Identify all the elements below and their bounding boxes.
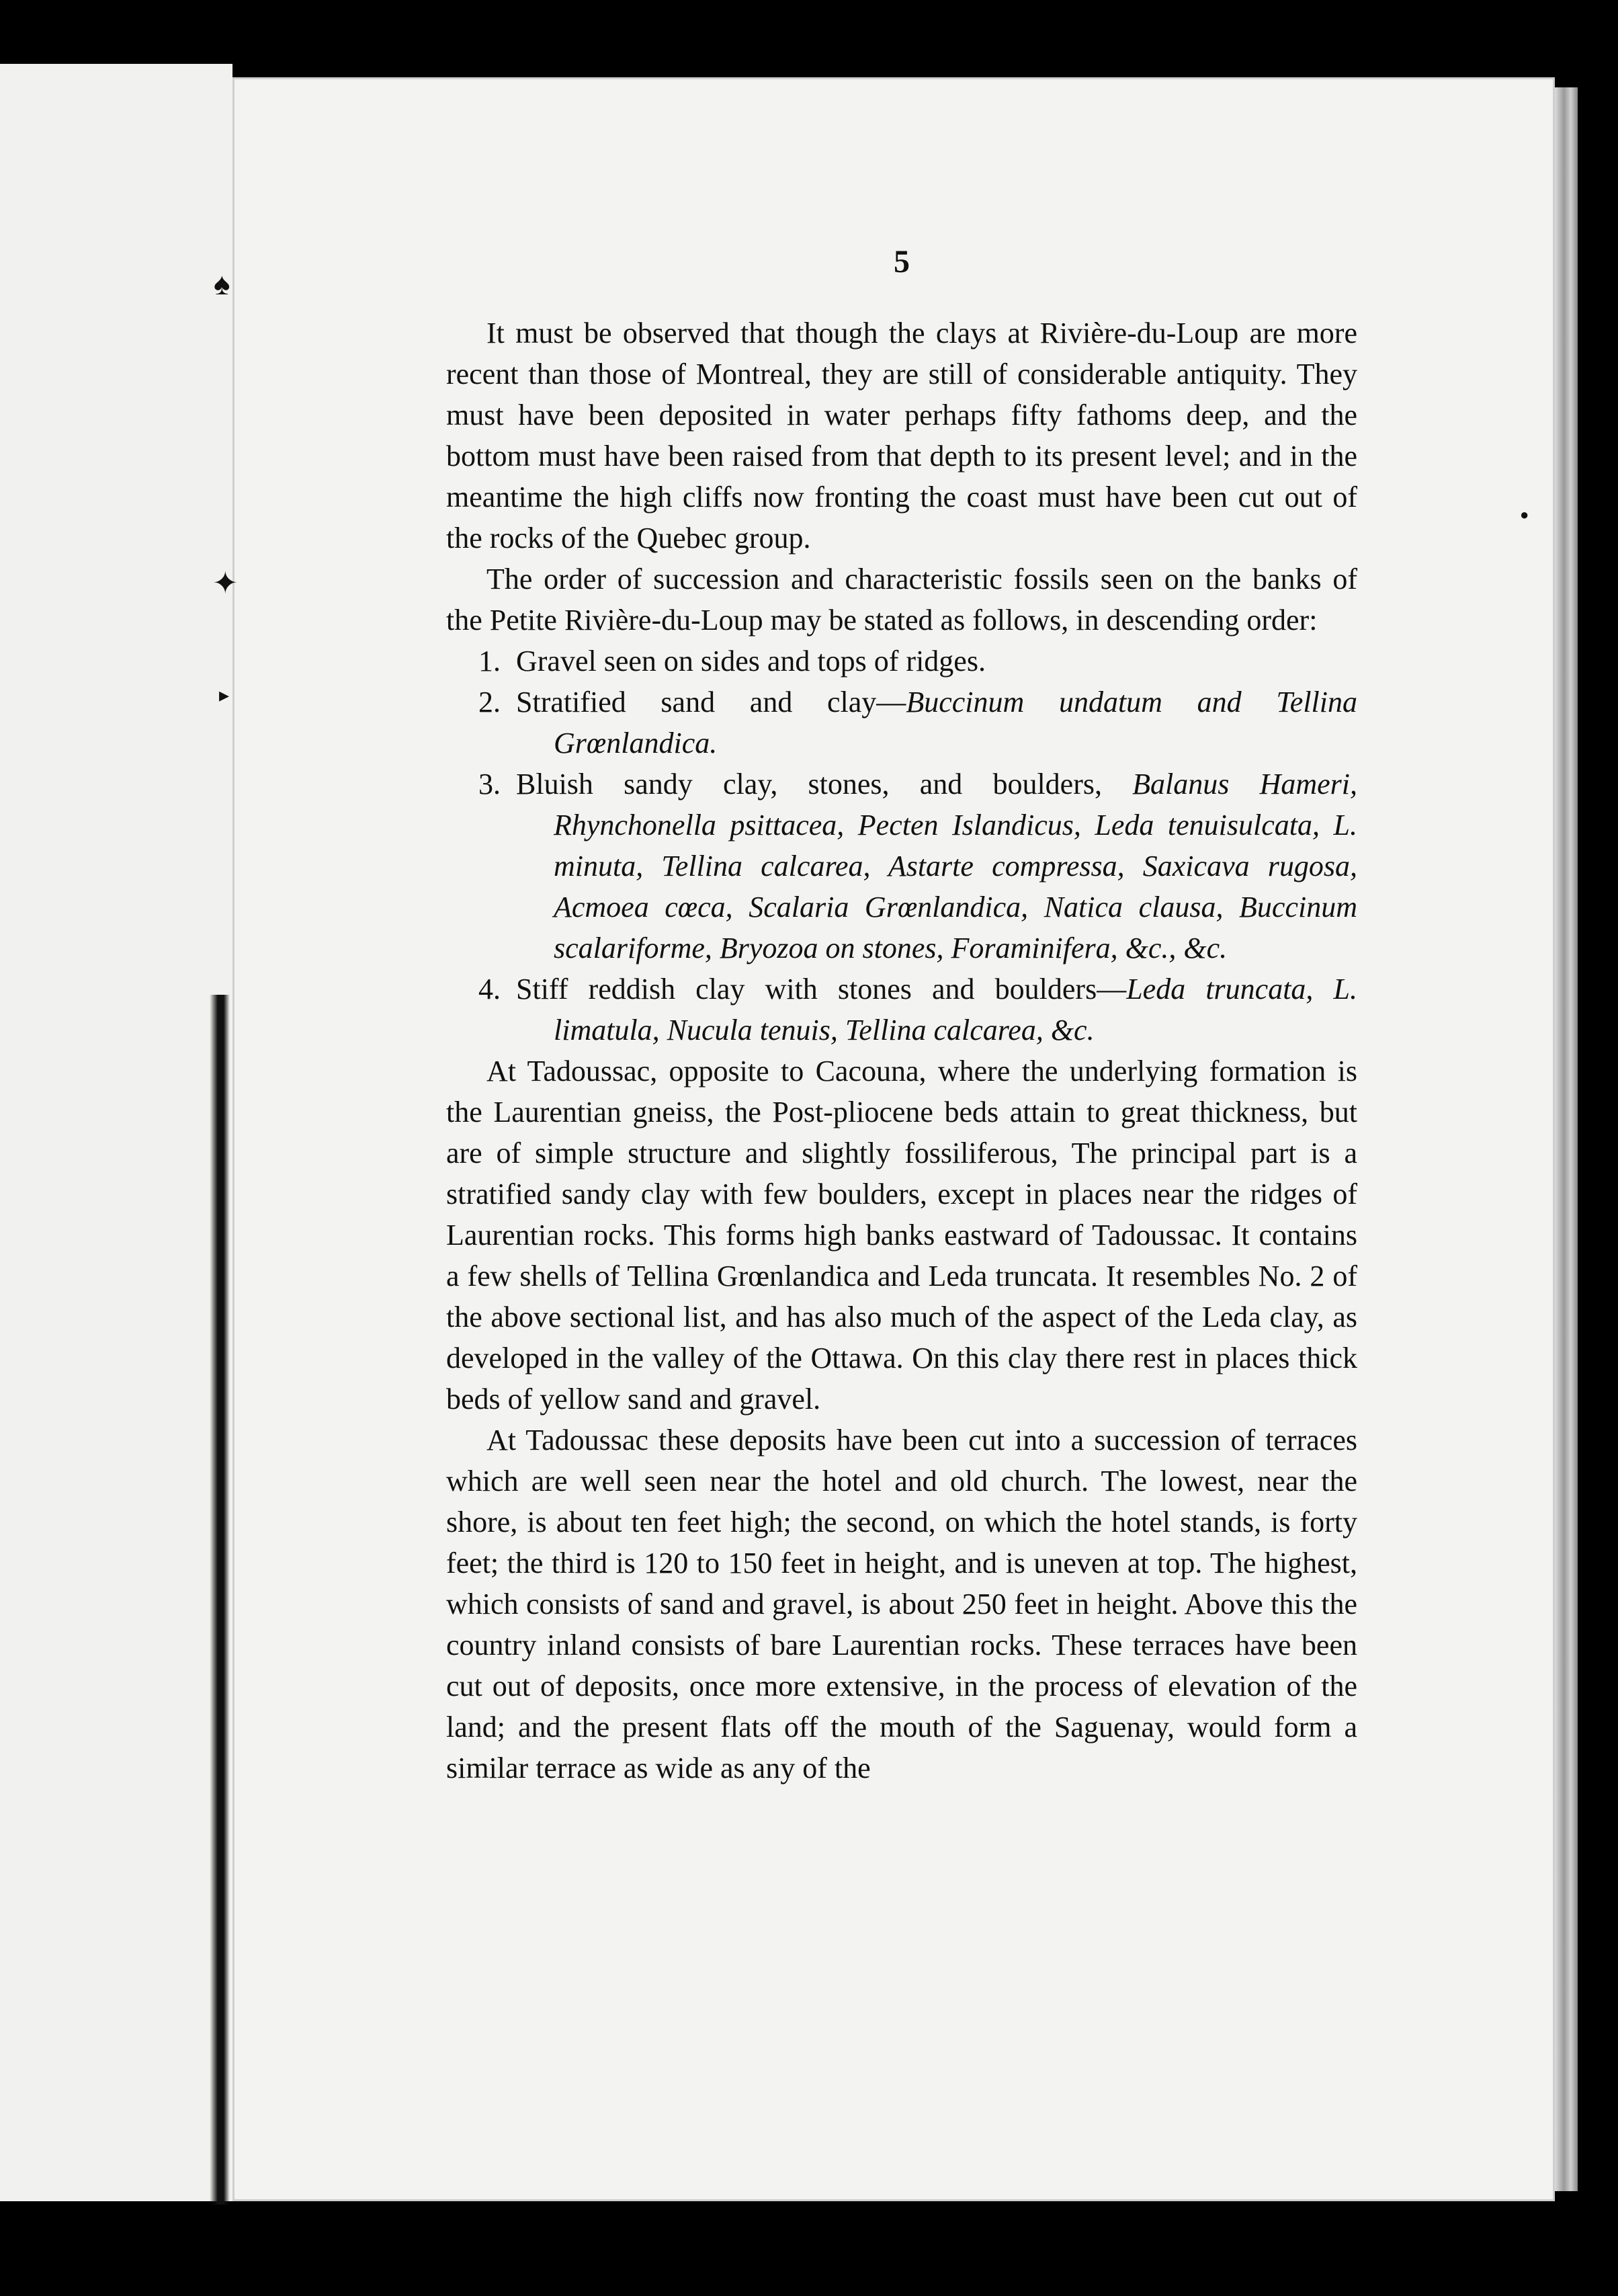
page-edge <box>1555 87 1578 2191</box>
list-item <box>446 969 1357 1051</box>
item-number: 3. <box>478 768 501 801</box>
paragraph: At Tadoussac these deposits have been cut into a succession of terraces which are well seen near the hotel and old church. The lowest, near the shore, is about ten feet high; the second, on which the hotel stands, is forty feet; the third is 120 to 150 feet in height, and is uneven at top. The highest, which consists of sand and gravel, is about 250 feet in height. Above this the country inland consists of bare Laurentian rocks. These terraces have been cut out of deposits, once more extensive, in the process of elevation of the land; and the present flats off the mouth of the Saguenay, would form a similar terrace as wide as any of the <box>446 1424 1357 1785</box>
fossil-taxa: Buccinum undatum and Tellina Grœnlandica. <box>554 686 1357 760</box>
binding-gutter <box>210 995 230 2205</box>
binding-mark-icon: ▸ <box>219 684 230 706</box>
list-item <box>446 682 1357 764</box>
item-text: Bluish sandy clay, stones, and boulders, <box>516 768 1133 801</box>
list-item <box>446 641 1357 682</box>
item-number: 4. <box>478 973 501 1006</box>
strata-list <box>446 641 1357 1051</box>
fossil-taxa: Balanus Hameri, Rhynchonella psittacea, Pecten Islandicus, Leda tenuisulcata, L. minuta, Tellina calcarea, Astarte compressa, Saxicava rugosa, Acmoea cœca, Scalaria Grœnlandica, Natica clausa, Buccinum scalariforme, Bryozoa on stones, Foraminifera, &c., &c. <box>554 768 1357 965</box>
paragraph: The order of succession and characteristic fossils seen on the banks of the Petite Rivière-du-Loup may be stated as follows, in descending order: <box>446 563 1357 637</box>
item-number: 1. <box>478 645 501 678</box>
paragraph: At Tadoussac, opposite to Cacouna, where the underlying formation is the Laurentian gneiss, the Post-pliocene beds attain to great thickness, but are of simple structure and slightly fossiliferous, The principal part is a stratified sandy clay with few boulders, except in places near the ridges of Laurentian rocks. This forms high banks eastward of Tadoussac. It contains a few shells of Tellina Grœnlandica and Leda truncata. It resembles No. 2 of the above sectional list, and has also much of the aspect of the Leda clay, as developed in the valley of the Ottawa. On this clay there rest in places thick beds of yellow sand and gravel. <box>446 1055 1357 1416</box>
list-item <box>446 764 1357 969</box>
fossil-taxa: Leda truncata, L. limatula, Nucula tenuis, Tellina calcarea, &c. <box>554 973 1357 1047</box>
item-text: Gravel seen on sides and tops of ridges. <box>516 645 986 678</box>
binding-mark-icon: ♠ <box>214 267 230 301</box>
page-number: 5 <box>894 244 910 280</box>
binding-mark-icon: ● <box>1520 506 1529 523</box>
binding-mark-icon: ✦ <box>212 566 239 600</box>
facing-page <box>0 64 232 2201</box>
page-text <box>446 242 1357 1789</box>
paragraph: It must be observed that though the clays at Rivière-du-Loup are more recent than those of Montreal, they are still of considerable antiquity. They must have been deposited in water perhaps fifty fathoms deep, and the bottom must have been raised from that depth to its present level; and in the meantime the high cliffs now fronting the coast must have been cut out of the rocks of the Quebec group. <box>446 317 1357 555</box>
item-number: 2. <box>478 686 501 719</box>
item-text: Stratified sand and clay— <box>516 686 906 719</box>
item-text: Stiff reddish clay with stones and boulders— <box>516 973 1127 1006</box>
